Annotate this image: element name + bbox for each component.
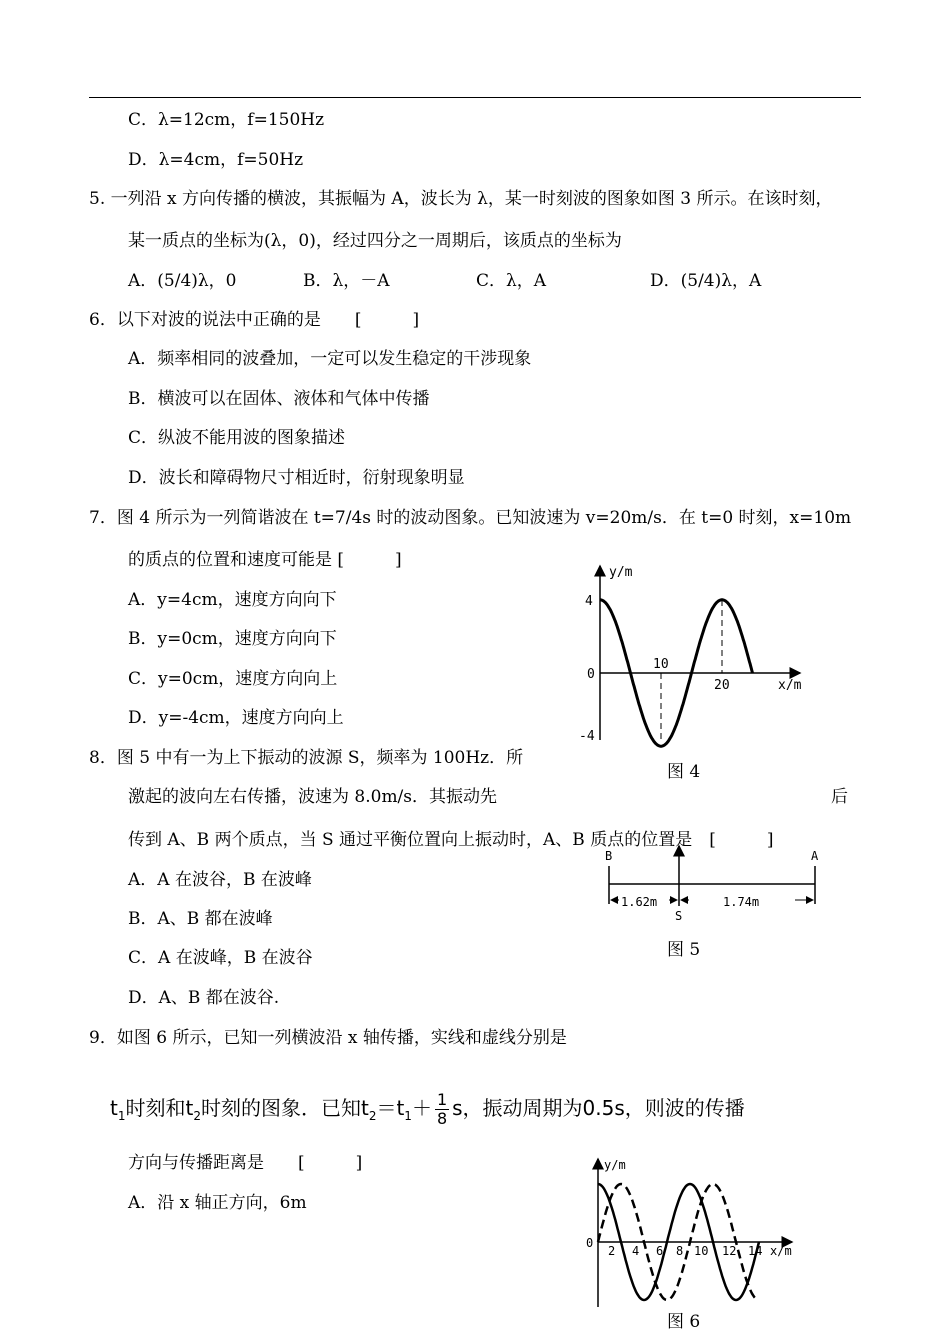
fig4-x2: 20	[714, 678, 730, 693]
figure-5	[595, 840, 835, 925]
fig5-caption: 图 5	[667, 940, 701, 960]
fig4-y-top: 4	[585, 594, 593, 609]
q9-stem-cont: 方向与传播距离是 [ ]	[128, 1153, 363, 1173]
fig4-xlabel: x/m	[778, 678, 802, 693]
fig4-y-bottom: -4	[579, 729, 595, 744]
fig5-label-s: S	[675, 909, 683, 923]
q9-option-a: A．沿 x 轴正方向，6m	[128, 1193, 307, 1213]
q8-stem-cont: 激起的波向左右传播，波速为 8.0m/s．其振动先	[128, 787, 498, 807]
q5-option-a: A．(5/4)λ，0	[128, 271, 237, 291]
q7-option-d: D．y=-4cm，速度方向向上	[128, 708, 344, 728]
q6-option-a: A．频率相同的波叠加，一定可以发生稳定的干涉现象	[128, 349, 532, 369]
fig4-origin: 0	[587, 667, 595, 682]
fig6-tick-14: 14	[748, 1244, 763, 1258]
fig4-caption: 图 4	[667, 762, 701, 782]
q6-stem: 6．以下对波的说法中正确的是 [ ]	[89, 310, 420, 330]
q7-option-c: C．y=0cm，速度方向向上	[128, 669, 338, 689]
fig5-d1: 1.62m	[621, 895, 658, 909]
fig6-tick-10: 10	[694, 1244, 709, 1258]
fig6-tick-8: 8	[676, 1244, 684, 1258]
q4-option-d: D．λ=4cm，f=50Hz	[128, 150, 304, 170]
q6-option-c: C．纵波不能用波的图象描述	[128, 428, 346, 448]
fig6-tick-12: 12	[722, 1244, 737, 1258]
q6-option-d: D．波长和障碍物尺寸相近时，衍射现象明显	[128, 468, 465, 488]
fig6-tick-2: 2	[608, 1244, 616, 1258]
q5-option-b: B．λ，－A	[303, 271, 390, 291]
q7-option-b: B．y=0cm，速度方向向下	[128, 629, 337, 649]
q6-option-b: B．横波可以在固体、液体和气体中传播	[128, 389, 430, 409]
fig6-xlabel: x/m	[770, 1244, 792, 1258]
fig6-origin: 0	[586, 1236, 594, 1250]
fig5-label-b: B	[605, 849, 613, 863]
q5-option-d: D．(5/4)λ，A	[650, 271, 762, 291]
q4-option-c: C．λ=12cm，f=150Hz	[128, 110, 325, 130]
q8-stem-cont2: 传到 A、B 两个质点，当 S 通过平衡位置向上振动时，A、B 质点的位置是 [ ]	[128, 830, 774, 850]
q9-formula: $t_1$时刻和$t_2$时刻的图象．已知$t_2=t_1+$ $\frac{1}{8}$ s，振动周期为0.5s，则波的传播	[110, 1090, 745, 1128]
figure-4	[575, 560, 815, 750]
fig6-tick-6: 6	[656, 1244, 664, 1258]
figure-6	[580, 1155, 810, 1310]
fig4-x1: 10	[653, 657, 669, 672]
q7-stem-cont: 的质点的位置和速度可能是 [ ]	[128, 550, 402, 570]
fig6-caption: 图 6	[667, 1312, 701, 1332]
q5-option-c: C．λ，A	[476, 271, 547, 291]
header-rule	[89, 97, 861, 98]
fig5-d2: 1.74m	[723, 895, 760, 909]
q5-stem: 5. 一列沿 x 方向传播的横波，其振幅为 A，波长为 λ，某一时刻波的图象如图 3 所示。在该时刻，	[89, 189, 833, 209]
fig5-label-a: A	[811, 849, 819, 863]
q8-option-c: C．A 在波峰，B 在波谷	[128, 948, 313, 968]
q8-stem: 8．图 5 中有一为上下振动的波源 S，频率为 100Hz．所	[89, 748, 524, 768]
q8-stem-tail: 后	[831, 787, 848, 807]
q7-stem: 7．图 4 所示为一列简谐波在 t=7/4s 时的波动图象。已知波速为 v=20m/s．在 t=0 时刻，x=10m	[89, 508, 852, 528]
q5-stem-cont: 某一质点的坐标为(λ，0)，经过四分之一周期后，该质点的坐标为	[128, 231, 622, 251]
fig6-ylabel: y/m	[604, 1158, 626, 1172]
fig4-ylabel: y/m	[609, 565, 633, 580]
fig6-tick-4: 4	[632, 1244, 640, 1258]
q7-option-a: A．y=4cm，速度方向向下	[128, 590, 337, 610]
fraction: $\frac{1}{8}$	[436, 1090, 448, 1128]
q8-option-b: B．A、B 都在波峰	[128, 909, 273, 929]
q8-option-d: D．A、B 都在波谷.	[128, 988, 280, 1008]
q8-option-a: A．A 在波谷，B 在波峰	[128, 870, 312, 890]
q9-stem: 9．如图 6 所示，已知一列横波沿 x 轴传播，实线和虚线分别是	[89, 1028, 567, 1048]
